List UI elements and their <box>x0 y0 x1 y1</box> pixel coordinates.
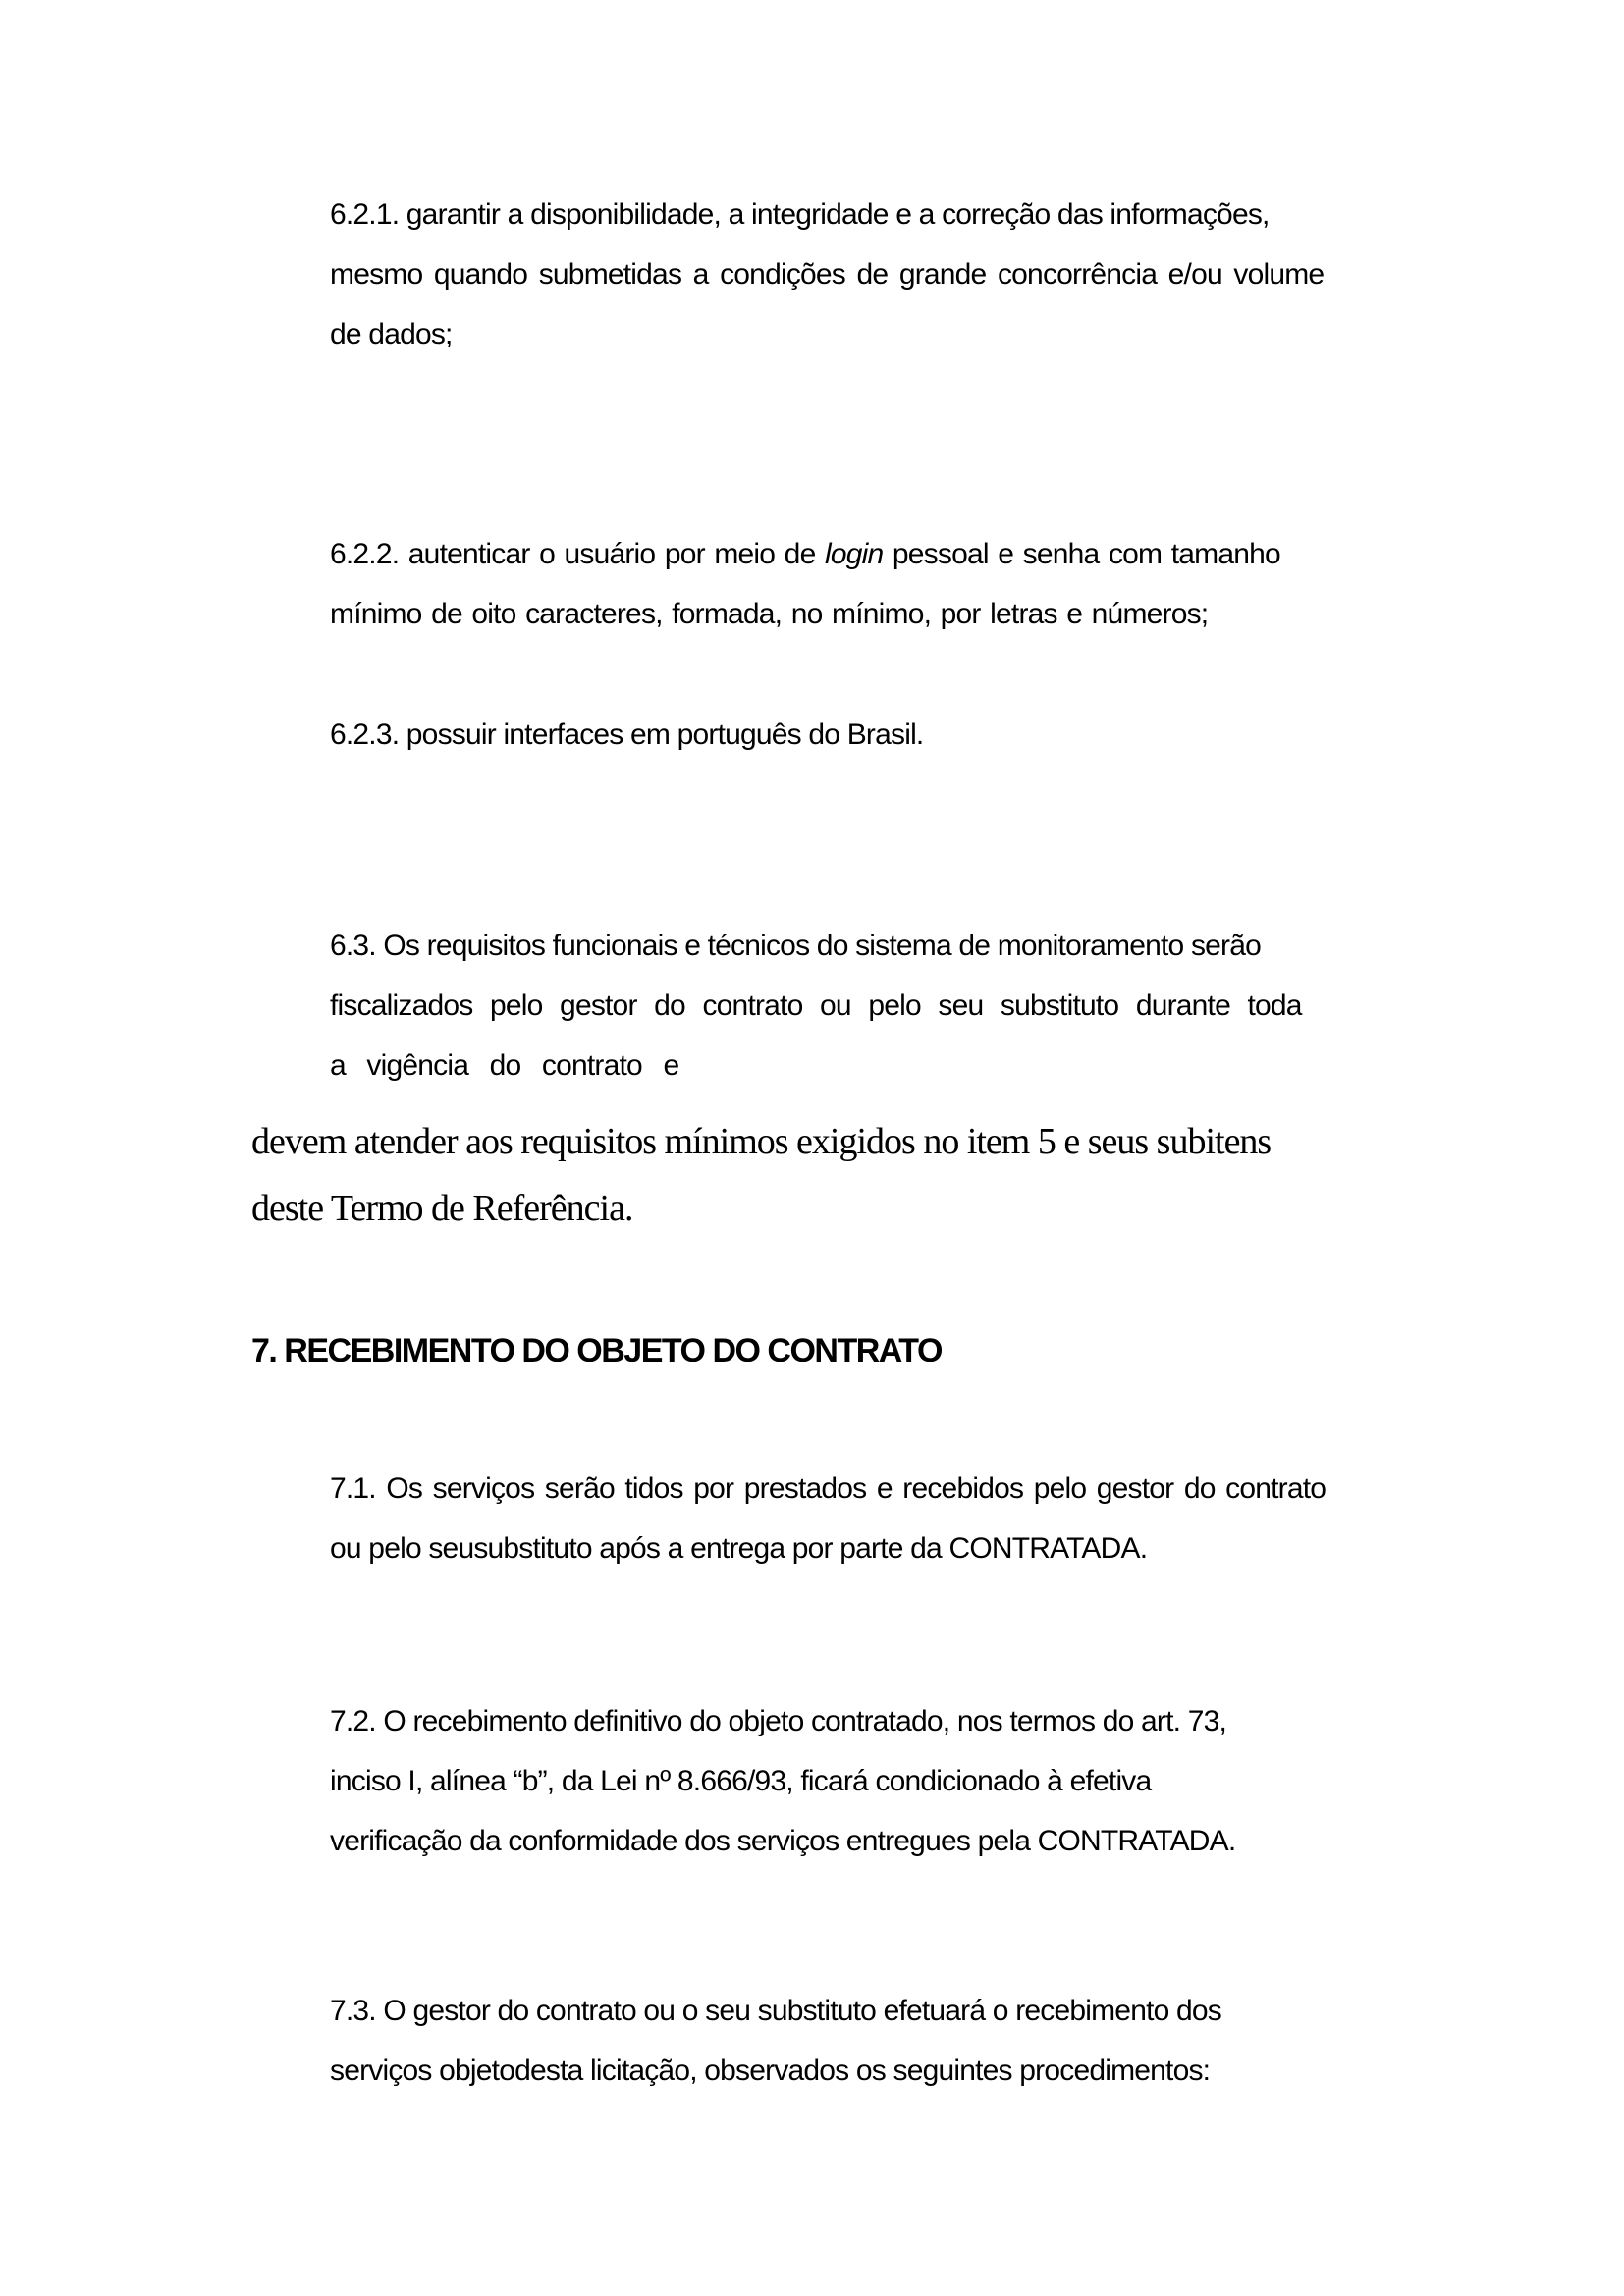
text-run: pessoal e senha com tamanho <box>883 538 1280 570</box>
text-line: inciso I, alínea “b”, da Lei nº 8.666/93, ficará condicionado à efetiva <box>330 1765 1152 1797</box>
clause-6-2-1-paragraph <box>330 185 1324 364</box>
text-line: mínimo de oito caracteres, formada, no mínimo, por letras e números; <box>330 598 1209 630</box>
login-italic-text: login <box>824 538 884 570</box>
text-run: 6.2.2. autenticar o usuário por meio de <box>330 538 825 570</box>
text-line: 7.3. O gestor do contrato ou o seu substituto efetuará o recebimento dos <box>330 1995 1221 2027</box>
text-line: mesmo quando submetidas a condições de grande concorrência e/ou volume <box>330 258 1325 291</box>
text-line: de dados; <box>330 318 453 350</box>
text-line: serviços objetodesta licitação, observados os seguintes procedimentos: <box>330 2055 1211 2087</box>
clause-6-3-paragraph <box>330 916 1302 1095</box>
text-line: ou pelo seusubstituto após a entrega por parte da CONTRATADA. <box>330 1532 1148 1565</box>
clause-6-2-3-paragraph <box>330 705 923 765</box>
text-line: 7.2. O recebimento definitivo do objeto contratado, nos termos do art. 73, <box>330 1705 1227 1737</box>
text-line: deste Termo de Referência. <box>251 1188 633 1229</box>
text-line <box>330 524 1280 584</box>
clause-6-2-2-paragraph <box>330 524 1280 644</box>
section-7-heading <box>251 1329 942 1373</box>
text-line: 6.2.3. possuir interfaces em português do Brasil. <box>330 719 924 751</box>
text-line: 7.1. Os serviços serão tidos por prestados e recebidos pelo gestor do contrato <box>330 1472 1326 1505</box>
clause-7-2-paragraph <box>330 1691 1235 1871</box>
clause-6-3-serif-continuation <box>251 1108 1271 1242</box>
text-line: 6.3. Os requisitos funcionais e técnicos do sistema de monitoramento serão <box>330 930 1261 962</box>
text-line: verificação da conformidade dos serviços entregues pela CONTRATADA. <box>330 1825 1236 1857</box>
text-line: devem atender aos requisitos mínimos exigidos no item 5 e seus subitens <box>251 1121 1272 1162</box>
clause-7-1-paragraph <box>330 1459 1326 1578</box>
text-line: 6.2.1. garantir a disponibilidade, a integridade e a correção das informações, <box>330 198 1270 231</box>
text-line: fiscalizados pelo gestor do contrato ou pelo seu substituto durante toda <box>330 989 1302 1022</box>
text-line: a vigência do contrato e <box>330 1049 679 1082</box>
clause-7-3-paragraph <box>330 1981 1221 2101</box>
heading-text: 7. RECEBIMENTO DO OBJETO DO CONTRATO <box>251 1332 942 1369</box>
